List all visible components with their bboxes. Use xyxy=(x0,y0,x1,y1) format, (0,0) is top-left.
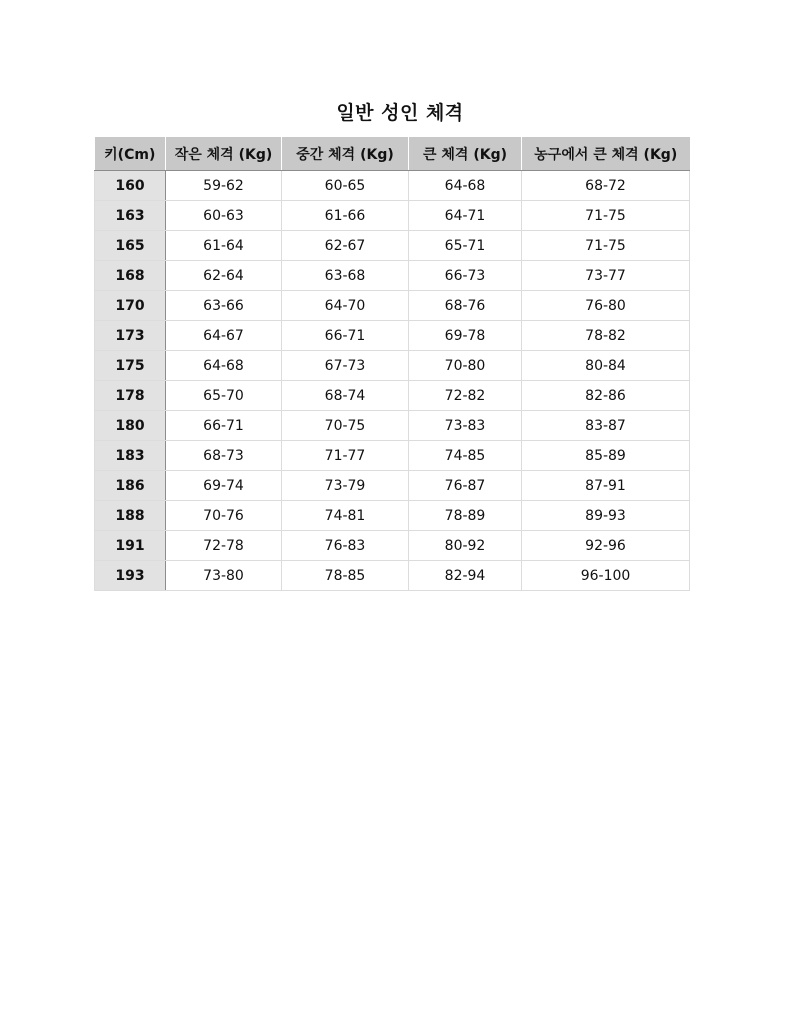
medium-frame-cell: 61-66 xyxy=(282,201,409,231)
height-cell: 180 xyxy=(95,411,166,441)
small-frame-cell: 63-66 xyxy=(166,291,282,321)
table-row xyxy=(95,201,690,231)
large-frame-cell: 68-76 xyxy=(409,291,522,321)
height-cell: 168 xyxy=(95,261,166,291)
basketball-frame-cell: 78-82 xyxy=(522,321,690,351)
large-frame-cell: 65-71 xyxy=(409,231,522,261)
header-height: 키(Cm) xyxy=(95,137,166,171)
height-cell: 186 xyxy=(95,471,166,501)
large-frame-cell: 76-87 xyxy=(409,471,522,501)
height-cell: 183 xyxy=(95,441,166,471)
body-size-table xyxy=(94,137,690,591)
large-frame-cell: 73-83 xyxy=(409,411,522,441)
large-frame-cell: 66-73 xyxy=(409,261,522,291)
large-frame-cell: 72-82 xyxy=(409,381,522,411)
table-row xyxy=(95,471,690,501)
small-frame-cell: 68-73 xyxy=(166,441,282,471)
large-frame-cell: 64-68 xyxy=(409,171,522,201)
basketball-frame-cell: 80-84 xyxy=(522,351,690,381)
basketball-frame-cell: 76-80 xyxy=(522,291,690,321)
table-row xyxy=(95,441,690,471)
small-frame-cell: 59-62 xyxy=(166,171,282,201)
medium-frame-cell: 63-68 xyxy=(282,261,409,291)
table-row xyxy=(95,261,690,291)
medium-frame-cell: 73-79 xyxy=(282,471,409,501)
table-header-row xyxy=(95,137,690,171)
table-row xyxy=(95,411,690,441)
basketball-frame-cell: 71-75 xyxy=(522,231,690,261)
medium-frame-cell: 70-75 xyxy=(282,411,409,441)
small-frame-cell: 72-78 xyxy=(166,531,282,561)
medium-frame-cell: 71-77 xyxy=(282,441,409,471)
basketball-frame-cell: 68-72 xyxy=(522,171,690,201)
small-frame-cell: 62-64 xyxy=(166,261,282,291)
height-cell: 170 xyxy=(95,291,166,321)
basketball-frame-cell: 89-93 xyxy=(522,501,690,531)
height-cell: 165 xyxy=(95,231,166,261)
medium-frame-cell: 68-74 xyxy=(282,381,409,411)
large-frame-cell: 78-89 xyxy=(409,501,522,531)
small-frame-cell: 60-63 xyxy=(166,201,282,231)
header-large-frame: 큰 체격 (Kg) xyxy=(409,137,522,171)
height-cell: 178 xyxy=(95,381,166,411)
table-row xyxy=(95,531,690,561)
medium-frame-cell: 78-85 xyxy=(282,561,409,591)
small-frame-cell: 65-70 xyxy=(166,381,282,411)
basketball-frame-cell: 92-96 xyxy=(522,531,690,561)
medium-frame-cell: 66-71 xyxy=(282,321,409,351)
basketball-frame-cell: 83-87 xyxy=(522,411,690,441)
medium-frame-cell: 76-83 xyxy=(282,531,409,561)
basketball-frame-cell: 82-86 xyxy=(522,381,690,411)
basketball-frame-cell: 73-77 xyxy=(522,261,690,291)
large-frame-cell: 82-94 xyxy=(409,561,522,591)
basketball-frame-cell: 71-75 xyxy=(522,201,690,231)
basketball-frame-cell: 85-89 xyxy=(522,441,690,471)
table-row xyxy=(95,501,690,531)
large-frame-cell: 80-92 xyxy=(409,531,522,561)
height-cell: 188 xyxy=(95,501,166,531)
small-frame-cell: 69-74 xyxy=(166,471,282,501)
small-frame-cell: 73-80 xyxy=(166,561,282,591)
header-medium-frame: 중간 체격 (Kg) xyxy=(282,137,409,171)
large-frame-cell: 70-80 xyxy=(409,351,522,381)
small-frame-cell: 66-71 xyxy=(166,411,282,441)
table-row xyxy=(95,381,690,411)
header-small-frame: 작은 체격 (Kg) xyxy=(166,137,282,171)
height-cell: 160 xyxy=(95,171,166,201)
height-cell: 191 xyxy=(95,531,166,561)
large-frame-cell: 64-71 xyxy=(409,201,522,231)
small-frame-cell: 70-76 xyxy=(166,501,282,531)
page-title: 일반 성인 체격 xyxy=(336,102,464,124)
height-cell: 193 xyxy=(95,561,166,591)
medium-frame-cell: 67-73 xyxy=(282,351,409,381)
small-frame-cell: 61-64 xyxy=(166,231,282,261)
height-cell: 175 xyxy=(95,351,166,381)
basketball-frame-cell: 87-91 xyxy=(522,471,690,501)
height-cell: 173 xyxy=(95,321,166,351)
medium-frame-cell: 60-65 xyxy=(282,171,409,201)
basketball-frame-cell: 96-100 xyxy=(522,561,690,591)
table-row xyxy=(95,351,690,381)
height-cell: 163 xyxy=(95,201,166,231)
small-frame-cell: 64-67 xyxy=(166,321,282,351)
large-frame-cell: 74-85 xyxy=(409,441,522,471)
medium-frame-cell: 62-67 xyxy=(282,231,409,261)
large-frame-cell: 69-78 xyxy=(409,321,522,351)
medium-frame-cell: 64-70 xyxy=(282,291,409,321)
table-row xyxy=(95,231,690,261)
table-row xyxy=(95,291,690,321)
small-frame-cell: 64-68 xyxy=(166,351,282,381)
table-row xyxy=(95,561,690,591)
table-row xyxy=(95,321,690,351)
table-row xyxy=(95,171,690,201)
medium-frame-cell: 74-81 xyxy=(282,501,409,531)
header-basketball-large-frame: 농구에서 큰 체격 (Kg) xyxy=(522,137,690,171)
